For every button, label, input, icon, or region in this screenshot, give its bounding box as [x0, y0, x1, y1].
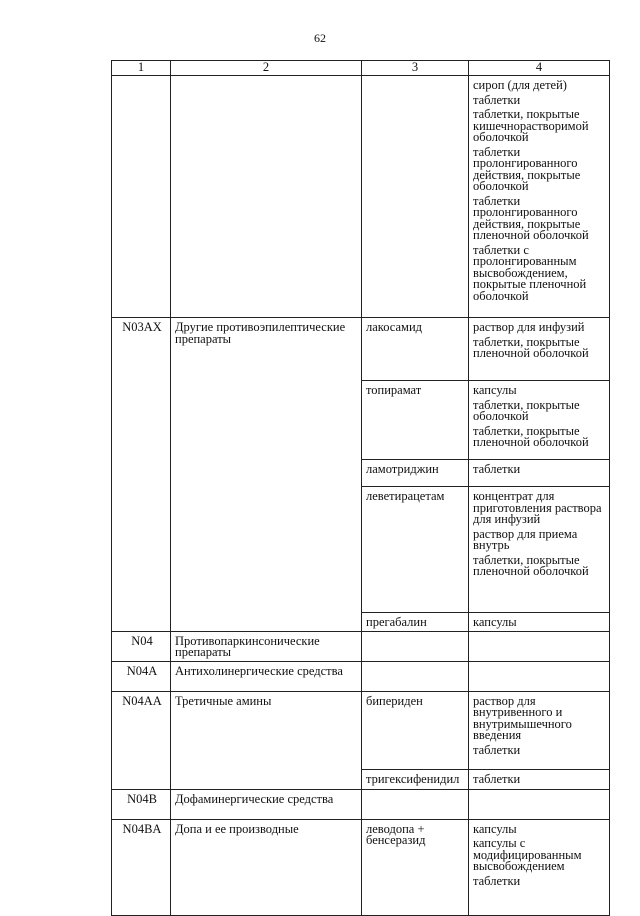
dosage-form: капсулы: [473, 615, 517, 629]
drug-name: лакосамид: [366, 320, 422, 334]
group-name: Третичные амины: [175, 693, 272, 708]
table-row: [112, 661, 610, 691]
group-name: Другие противоэпилептические препараты: [175, 320, 346, 346]
group-name-cell: [171, 76, 362, 318]
atc-code: N04A: [126, 663, 158, 678]
drug-table: [111, 60, 610, 916]
dosage-form: таблетки, покрытые оболочкой: [473, 397, 580, 423]
dosage-form: концентрат для приготовления раствора для инфузий: [473, 489, 602, 526]
dosage-form: капсулы: [473, 821, 517, 836]
table-row: [112, 789, 610, 819]
dosage-form-cell: [469, 631, 610, 661]
drug-name-cell: [362, 318, 469, 632]
atc-code: N04: [131, 633, 153, 648]
dosage-form: таблетки, покрытые пленочной оболочкой: [473, 552, 589, 578]
column-header: 1: [112, 61, 171, 76]
dosage-form: таблетки, покрытые пленочной оболочкой: [473, 423, 589, 449]
group-name-cell: [171, 819, 362, 915]
column-header: 4: [469, 61, 610, 76]
drug-name-cell: [362, 661, 469, 691]
atc-code: N04BA: [122, 821, 162, 836]
dosage-form-cell: [469, 691, 610, 789]
drug-name-cell: [362, 819, 469, 915]
atc-code-cell: [112, 691, 171, 789]
dosage-form: таблетки, покрытые кишечнорастворимой оболочкой: [473, 107, 589, 144]
group-name-cell: [171, 661, 362, 691]
table-row: [112, 691, 610, 789]
drug-name: леводопа + бенсеразид: [366, 821, 426, 847]
dosage-form: раствор для инфузий: [473, 320, 585, 334]
page-number: 62: [314, 31, 326, 45]
drug-name: тригексифенидил: [366, 771, 460, 786]
dosage-form-cell: [469, 76, 610, 318]
column-header: 2: [171, 61, 362, 76]
atc-code-cell: [112, 631, 171, 661]
atc-code-cell: [112, 661, 171, 691]
drug-name-cell: [362, 76, 469, 318]
dosage-form-cell: [469, 661, 610, 691]
drug-name: топирамат: [366, 383, 422, 397]
group-name: [175, 76, 361, 82]
dosage-form: таблетки: [473, 771, 521, 786]
dosage-form: таблетки: [473, 92, 521, 107]
atc-code-cell: [112, 76, 171, 318]
dosage-form-cell: [469, 318, 610, 632]
dosage-form: капсулы с модифицированным высвобождением: [473, 836, 582, 873]
drug-name: прегабалин: [366, 615, 427, 629]
atc-code: [112, 76, 170, 82]
drug-name: [362, 76, 468, 82]
table-row: [112, 631, 610, 661]
dosage-form: таблетки: [473, 873, 521, 888]
group-name-cell: [171, 691, 362, 789]
drug-name: бипериден: [366, 693, 423, 708]
drug-name: леветирацетам: [366, 489, 445, 503]
atc-code: N03AX: [122, 320, 162, 334]
group-name: Антихолинергические средства: [175, 663, 343, 678]
drug-name-cell: [362, 691, 469, 789]
table-header-row: [112, 61, 610, 76]
drug-name-cell: [362, 631, 469, 661]
table-row: [112, 76, 610, 318]
column-header: 3: [362, 61, 469, 76]
group-name: Допа и ее производные: [175, 821, 299, 836]
dosage-form: таблетки с пролонгированным высвобождением, покрытые пленочной оболочкой: [473, 242, 587, 303]
group-name: Дофаминергические средства: [175, 791, 334, 806]
dosage-form: капсулы: [473, 383, 517, 397]
group-name-cell: [171, 789, 362, 819]
dosage-form-cell: [469, 819, 610, 915]
table-body: [112, 76, 610, 916]
table-row: [112, 318, 610, 632]
dosage-form: таблетки пролонгированного действия, покрытые пленочной оболочкой: [473, 193, 589, 242]
atc-code-cell: [112, 789, 171, 819]
dosage-form: раствор для внутривенного и внутримышечного введения: [473, 693, 572, 742]
drug-name: ламотриджин: [366, 462, 439, 476]
group-name-cell: [171, 318, 362, 632]
dosage-form: таблетки пролонгированного действия, покрытые оболочкой: [473, 144, 581, 193]
dosage-form: таблетки: [473, 462, 521, 476]
atc-code-cell: [112, 318, 171, 632]
dosage-form: раствор для приема внутрь: [473, 526, 578, 552]
group-name-cell: [171, 631, 362, 661]
group-name: Противопаркинсонические препараты: [175, 633, 320, 659]
atc-code: N04B: [127, 791, 157, 806]
dosage-form-cell: [469, 789, 610, 819]
drug-name-cell: [362, 789, 469, 819]
atc-code-cell: [112, 819, 171, 915]
dosage-form: таблетки: [473, 742, 521, 757]
dosage-form: таблетки, покрытые пленочной оболочкой: [473, 334, 589, 360]
atc-code: N04AA: [122, 693, 162, 708]
dosage-form: сироп (для детей): [473, 78, 567, 92]
table-row: [112, 819, 610, 915]
